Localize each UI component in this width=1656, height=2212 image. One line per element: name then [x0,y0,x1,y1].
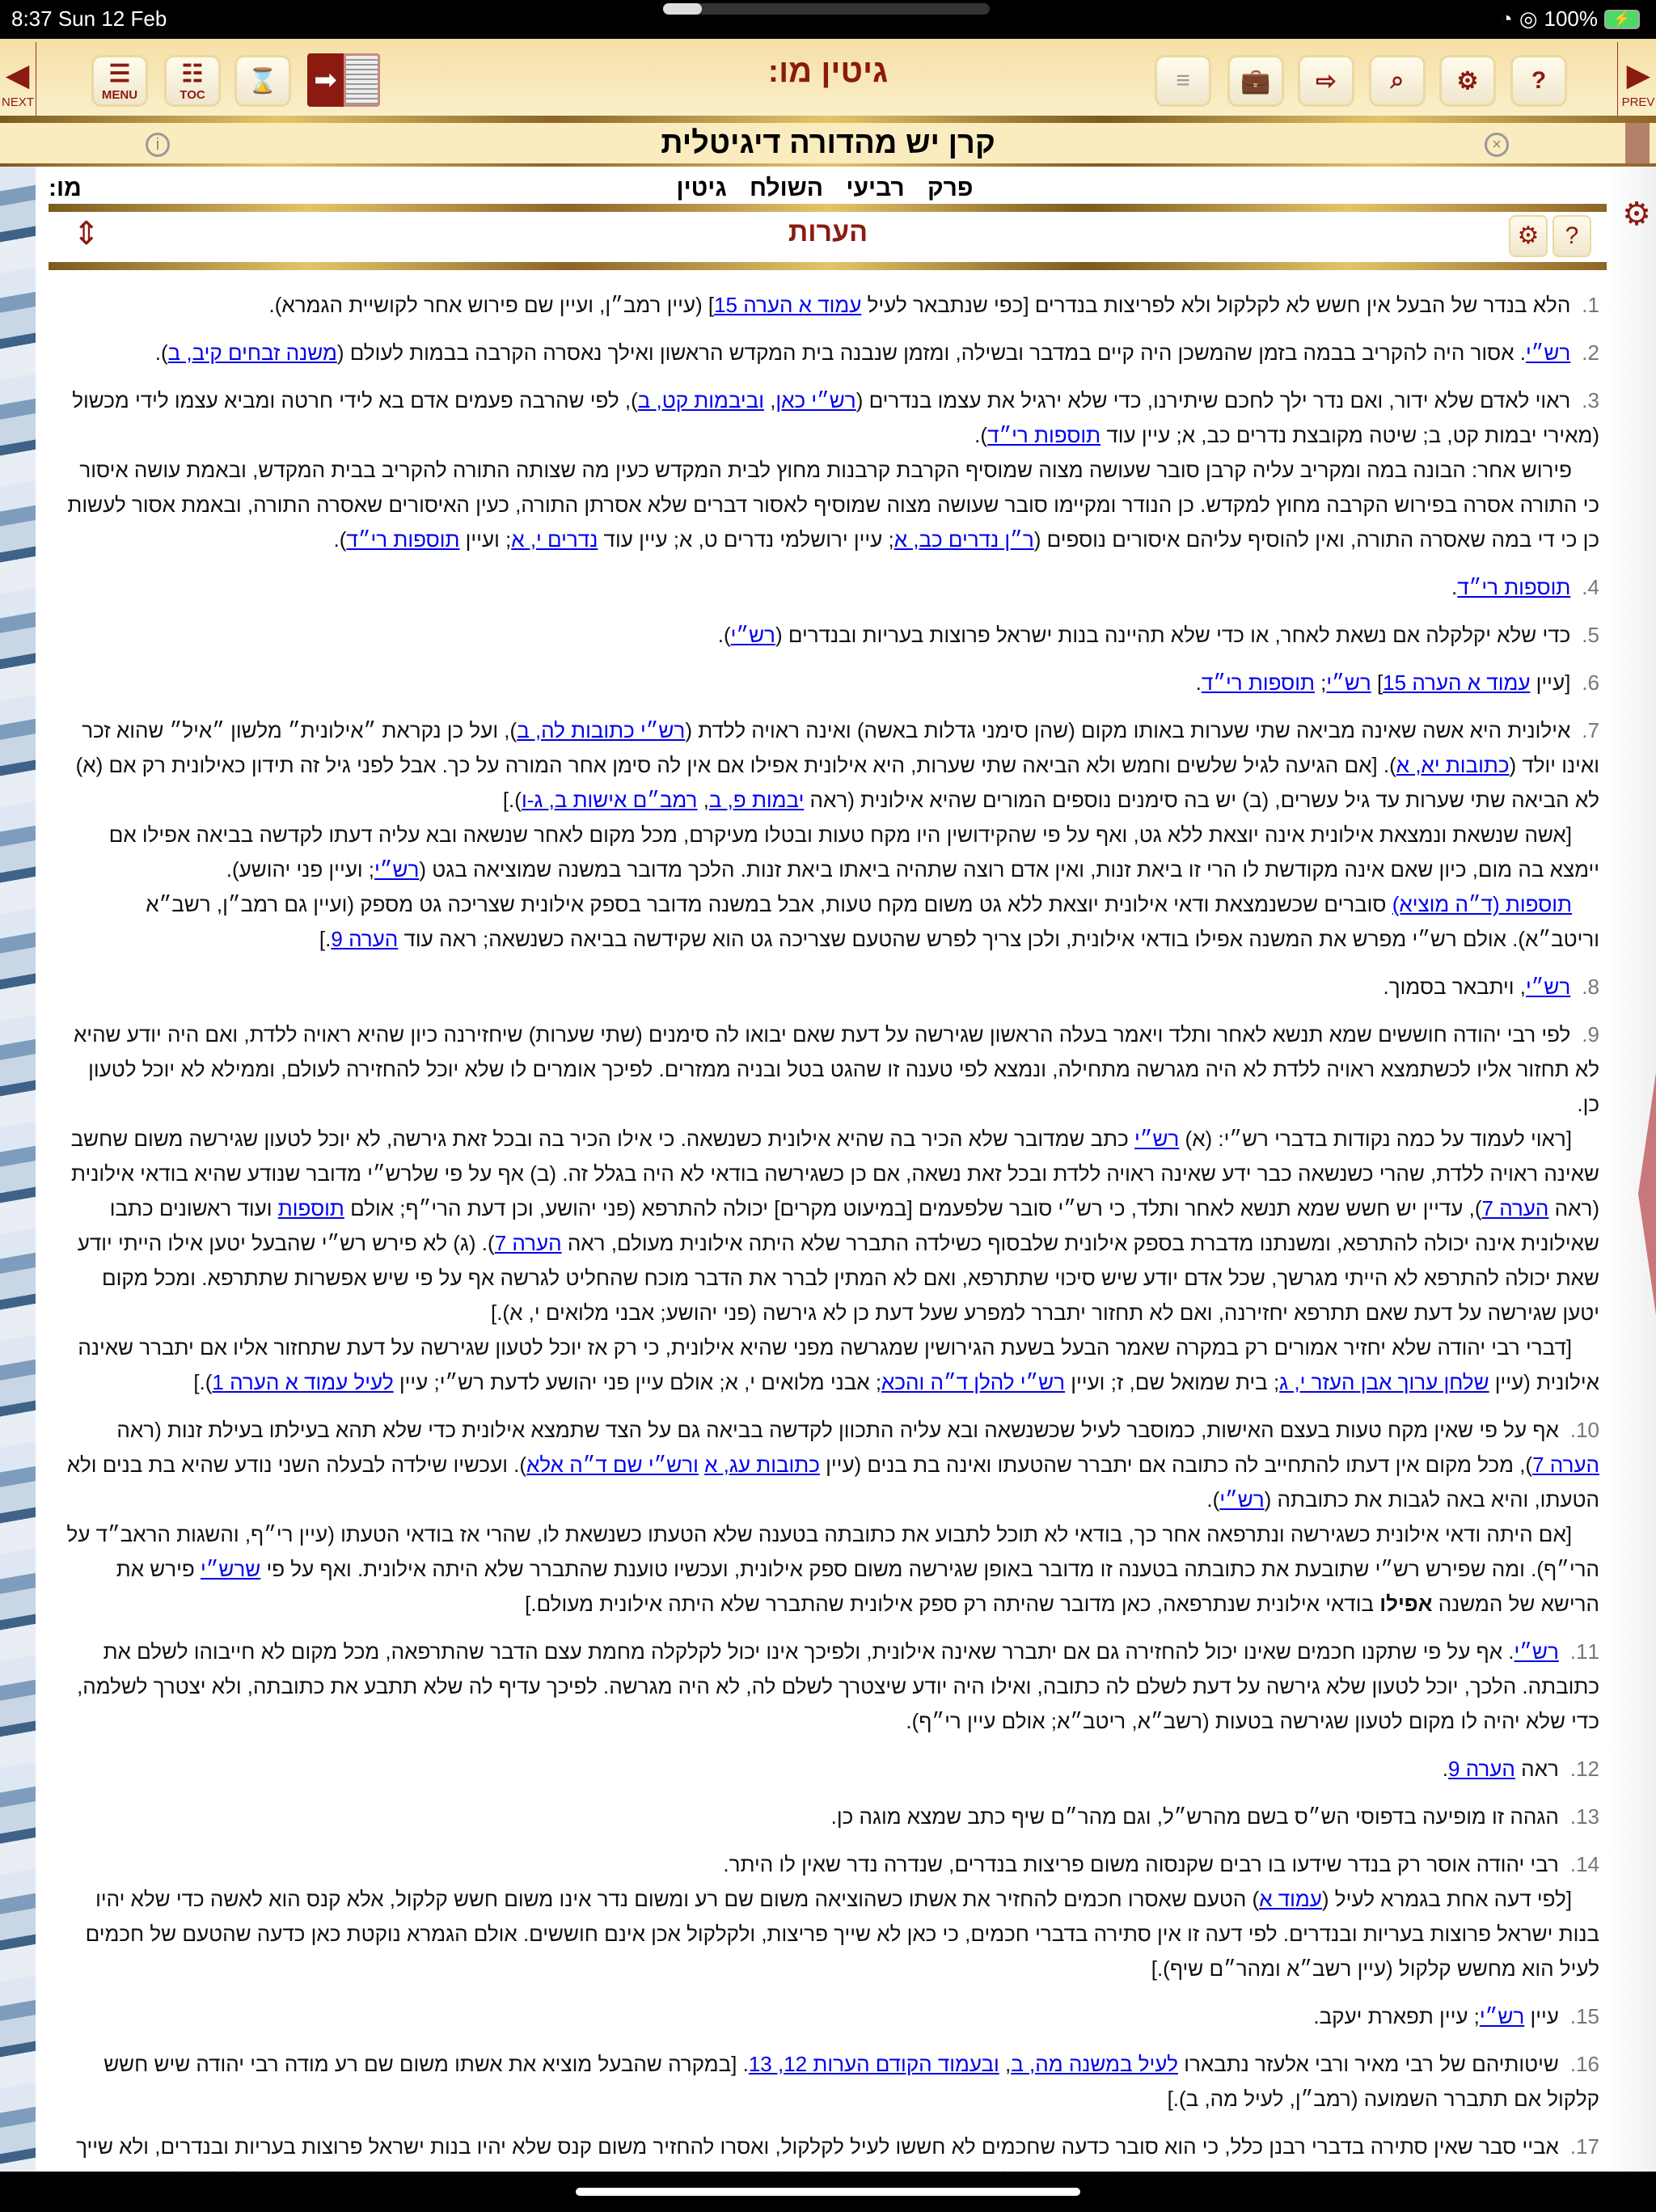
note-number: 7. [1582,718,1599,742]
notes-settings-button[interactable] [1509,215,1548,257]
text-lines-icon: ≡ [1176,67,1190,94]
note-text: ). (ג) לא פירש רש״י שהבעל יטען אילו הייתי יודע שאת יכולה להתרפא לא הייתי מגרשך, שכל אדם יודע שיש סיכוי שתתרפא, ואם לא המתין לברר את הדבר מוכח שהחליט לגרשה אף על פי שיש אפשרות שתתרפא. ומכל מקום יטען שגירשה על דעת שאם תתרפא יחזירנה, ואם לא תחזור יתברר למפרע שעל דעת כן לא גירשה (פני יהושע; אבני מלואים י, א).] [77,1231,1599,1325]
home-indicator[interactable] [576,2188,1080,2196]
note-number: 2. [1582,340,1599,365]
note-text: , ויתבאר בסמוך. [1383,975,1526,999]
multitask-indicator[interactable] [663,3,990,15]
reference-link[interactable]: ורש״י שם ד״ה אלא [526,1453,699,1477]
reference-link[interactable]: תוספות (ד״ה מוציא) [1392,892,1572,916]
note-number: 6. [1582,670,1599,695]
note-text: ; [1314,670,1327,695]
chapter-name: פרק רביעי [846,175,974,201]
reference-link[interactable]: רש״י [1514,1639,1559,1664]
note-text: ). [717,623,731,647]
time: 8:37 [11,6,53,31]
note-number: 16. [1569,2052,1599,2076]
note-text: . [במקרה שהבעל מוציא את אשתו משום שם רע מודה רבי יהודה שיש חשש קלקול אם תתברר השמועה (רמב״ן, לעיל מה, ב).] [104,2052,1599,2111]
note-text: [עיין [1530,670,1571,695]
gear-icon[interactable]: ⚙ [1622,197,1651,232]
reference-link[interactable]: משנה זבחים קיב, ב [167,340,337,365]
reference-link[interactable]: עמוד א הערה 15 [714,293,862,317]
reference-link[interactable]: וביבמות קט, ב [637,388,764,412]
note-item [63,2047,1599,2117]
briefcase-button[interactable] [1227,55,1284,107]
note-paragraph [63,818,1599,887]
tractate-name: גיטין [676,175,727,201]
note-text: ראה [1514,1757,1559,1781]
note-text: ; עיין תפארת יעקב. [1313,2004,1480,2028]
note-item [63,618,1599,653]
arrow-right-icon: ▶ [1627,58,1650,91]
note-text: ). ועכשיו שילדה לבעלה השני נודע שהיא בת בנים ולא הטעתו, והיא באה לגבות את כתובתה ( [66,1453,1599,1512]
note-number: 15. [1569,2004,1599,2028]
note-text: ] [1371,670,1384,695]
note-paragraph [63,1330,1599,1400]
document-title: גיטין מו: [767,53,889,89]
note-text: ). [1206,1487,1220,1512]
next-button[interactable] [0,55,36,109]
reference-link[interactable]: ובעמוד הקודם הערות 12, 13 [748,2052,999,2076]
status-bar [0,0,1656,39]
reference-link[interactable]: רש״י [1219,1487,1265,1512]
note-paragraph [63,970,1599,1004]
reference-link[interactable]: רש״י [1525,975,1571,999]
note-paragraph [63,1882,1599,1986]
note-item [63,1999,1599,2034]
note-item [63,1017,1599,1400]
toc-button[interactable] [164,55,221,107]
note-text: . [1195,670,1202,695]
search-icon: ⌕ [1390,67,1405,94]
note-paragraph [63,383,1599,453]
orientation-lock-icon: ◎ [1519,6,1538,31]
goto-button[interactable] [1298,55,1354,107]
reference-link[interactable]: הערה 7 [494,1231,562,1255]
note-text: ) הטעם שאסרו חכמים להחזיר את אשתו כשהוציאה משום שם רע ומשום נדר אינו משום חשש קלקול, אלא קנס הוא לאשה כדי שלא יהיו בנות ישראל פרוצות בעריות ובנדרים. לפי דעה זו אין סתירה בדברי חכמים, כי כאן לא שייך פריצות, ולקלקול אכן אינם חוששים. אולם הגמרא נוקטת כאן כדעה שהטעם של חכמים לעיל הוא מחשש קלקול (עיין רשב״א ומהר״ם שיף).] [85,1887,1599,1981]
note-item [63,383,1599,557]
note-text: ), ועל כן נקראת ״אילונית״ מלשון ״איל״ שהוא זכר ואינו יולד ( [82,718,1599,777]
briefcase-icon: 💼 [1240,67,1271,95]
note-number: 13. [1569,1804,1599,1829]
note-item [63,666,1599,700]
note-number: 10. [1569,1418,1599,1442]
reference-link[interactable]: תוספות רי״ד [1201,670,1315,695]
note-paragraph [63,1517,1599,1622]
chapter-header [663,175,986,202]
gear-icon: ⚙ [1517,222,1540,249]
note-item [63,1847,1599,1986]
battery-percent: 100% [1544,6,1598,31]
note-number: 17. [1569,2134,1599,2159]
note-number: 5. [1582,623,1599,647]
next-label: NEXT [1,95,34,109]
note-text: , [697,788,709,812]
note-text: סוברים שכשנמצאת ודאי אילונית יוצאת ללא גט משום מקח טעות, אבל במשנה מדובר בספק אילונית שצריכה גט מספק (ועיין גם רמב״ן, רשב״א וריטב״א). אולם רש״י מפרש את המשנה אפילו בודאי אילונית, ולכן צריך לפרש שהטעם שצריכה גט הוא שקידשה בביאה כשנשאה; ראה עוד [146,892,1599,951]
reference-link[interactable]: רש״י להלן ד״ה והכא [881,1370,1066,1394]
note-text: פירש את הרישא של המשנה [116,1557,1599,1616]
chapter-title: השולח [750,175,824,201]
reference-link[interactable]: תוספות רי״ד [987,423,1101,447]
note-text: ), עדיין יש חשש שמא תנשא לאחר ותלד, כי רש״י סובר שלפעמים [במיעוט מקרים] יכולה להתרפא (פני יהושע, וכן דעת הרי״ף; אולם [344,1196,1482,1220]
battery-charging-icon: ⚡ [1604,10,1640,29]
reference-link[interactable]: עמוד א [1259,1887,1322,1911]
status-time [11,6,167,32]
scroll-strip [1607,167,1656,2172]
note-item [63,713,1599,957]
reference-link[interactable]: כתובות יא, א [1396,753,1510,777]
reference-link[interactable]: כתובות עג, א [704,1453,820,1477]
note-text: [ראוי לעמוד על כמה נקודות בדברי רש״י: (א) [1179,1127,1572,1151]
reference-link[interactable]: תוספות [277,1196,344,1220]
settings-button[interactable] [1439,55,1496,107]
note-number: 3. [1582,388,1599,412]
menu-label: MENU [101,88,138,102]
note-text: ; עיין ירושלמי נדרים ט, א; עיין עוד [598,527,894,552]
note-paragraph [63,570,1599,605]
home-indicator-bar [0,2172,1656,2210]
note-text: [אשה שנשאת ונמצאת אילונית אינה יוצאת ללא גט, ואף על פי שהקידושין היו מקח טעות ובטלו מעיקרם, מכל מקום לאחר שנשאה ובא עליה דעתו לקדשה בביאה אפילו אם יימצא בה מום, כיון שאם אינה מקודשת לו הרי זו ביאת זנות, ואין אדם רוצה שתהיה ביאתו ביאת זנות. הלכך מדובר במשנה שמוציאה בגט ( [108,823,1599,882]
book-view-button[interactable] [307,53,380,107]
note-item [63,288,1599,323]
note-text: ). [אם הגיעה לגיל שלשים וחמש ולא הביאה שתי שערות, היא אילונית אפילו אם אין לה סימן אחר המורה על כך. אבל לפני גיל זה תידון כאילונית רק אם (א) לא הביאה שתי שערות עד גיל עשרים, (ב) יש בה סימנים נוספים המורים שהיא אילונית (ראה [75,753,1599,812]
note-paragraph [63,887,1599,957]
note-paragraph [63,1635,1599,1739]
note-text: כדי שלא יקלקלה אם נשאת לאחר, או כדי שלא תהיינה בנות ישראל פרוצות בעריות ובנדרים ( [775,623,1571,647]
note-paragraph [63,1847,1599,1882]
bold-text: אפילו [1379,1592,1433,1616]
note-paragraph [63,713,1599,818]
note-text: רבי יהודה אוסר רק בנדר שידעו בו רבים שקנסוה משום פריצות בנדרים, שנדרה נדר שאין לו היתר. [723,1852,1559,1876]
reference-link[interactable]: רש״י [1134,1127,1180,1151]
note-paragraph [63,2047,1599,2117]
note-text: ] (עיין רמב״ן, ועיין שם פירוש אחר לקושיית הגמרא). [268,293,715,317]
note-text: שיטותיהם של רבי מאיר ורבי אלעזר נתבארו [1177,2052,1559,2076]
reference-link[interactable]: רש״י [1479,2004,1525,2028]
note-text: אביי סבר שאין סתירה בדברי רבנן כלל, כי הוא סובר כדעה שחכמים לא חששו לעיל לקלקול, ואסרו להחזיר משום קנס שלא יהיו בנות ישראל פרוצות בעריות ובנדרים, ולא שייך [76,2134,1559,2159]
note-text: , [763,388,776,412]
reference-link[interactable]: ר״ן נדרים כב, א [893,527,1034,552]
notes-title: הערות [788,217,868,247]
note-paragraph [63,1800,1599,1834]
reference-link[interactable]: רש״י [374,857,420,882]
note-text: ), לפי שהרבה פעמים אדם בא לידי חרטה ומביא עצמו לידי מכשול (מאירי יבמות קט, ב; שיטה מקובצת נדרים כב, א; עיין עוד [72,388,1599,447]
note-paragraph [63,1999,1599,2034]
note-item [63,1800,1599,1834]
note-text: ), מכל מקום אין דעתו להתחייב לה כתובה אם יתברר שהטעתו ואינה בת בנים (עיין [819,1453,1533,1477]
note-item [63,970,1599,1004]
note-text: ועוד ראשונים כתבו שאילונית אינה יכולה להתרפא, ומשנתנו מדברת בספק אילונית שלבסוף כשילדה התברר שלא היתה אילונית מעולם, ראה [109,1196,1599,1255]
note-item [63,1413,1599,1622]
reference-link[interactable]: נדרים י, א [511,527,598,552]
expand-collapse-icon[interactable]: ⇕ [73,216,100,252]
menu-icon: ☰ [108,61,131,87]
notes-list [63,288,1599,2212]
note-paragraph [63,1017,1599,1122]
note-text: . אף על פי שתקנו חכמים שאינו יכול להחזירה גם אם יתברר שאינה אילונית, ולפיכך אינו יכול לקלקלה מחמת עצם הדבר שהתרפאה, מכל מקום לא חייבוהו לשלם את כתובתה. הלכך, יוכל לטעון שלא גירשה על דעת לשלם לה כתובה, ואילו היה יודע שיצטרך לשלם לה, לא היה מגרשה. לפיכך עדיף לה שלא תתבע את כתובתה, ולא יצטרך לשלמה, כדי שלא יהיה לו מקום לטעון שגירשה בטעות (רשב״א, ריטב״א; אולם עיין רי״ף). [77,1639,1599,1733]
arrow-left-icon: ◀ [6,58,29,91]
help-button[interactable] [1510,55,1567,107]
note-text: ראוי לאדם שלא ידור, ואם נדר ילך לחכם שיתירנו, כדי שלא ירגיל את עצמו בנדרים ( [855,388,1571,412]
page [0,167,1656,2172]
note-text: ). [154,340,168,365]
note-item [63,1635,1599,1739]
reference-link[interactable]: שרש״י [200,1557,261,1581]
text-view-button[interactable] [1155,55,1211,107]
note-text: ). [333,527,347,552]
question-icon: ? [1531,67,1547,94]
note-paragraph [63,1413,1599,1517]
list-icon: ☷ [181,61,204,87]
bookmark-icon[interactable] [1625,123,1650,167]
reference-link[interactable]: יבמות פ, ב [708,788,805,812]
note-text: [לפי דעה אחת בגמרא לעיל ( [1321,1887,1572,1911]
reference-link[interactable]: רש״י [1326,670,1371,695]
reference-link[interactable]: לעיל במשנה מה, ב [1011,2052,1178,2076]
reference-link[interactable]: לעיל עמוד א הערה 1 [212,1370,394,1394]
daf-label: מו: [49,175,82,201]
note-text: [דברי רבי יהודה שלא יחזיר אמורים רק במקרה שאמר הבעל בשעת הגירושין שמגרשה מפני שהיא אילונית, כי רק אז יוכל לטעון שגירשה על דעת שתחזור אליו אם יתברר שאינה אילונית (עיין [78,1335,1599,1394]
edition-title: קרן יש מהדורה דיגיטלית [661,126,995,160]
note-text: אף על פי שאין מקח טעות בעצם האישות, כמוסבר לעיל שכשנשאה ובא עליה התכוון לקדשה בביאה גם על הצד שתמצא אילונית כדי שלא תהא בעילתו בעילת זנות (ראה [116,1418,1559,1442]
note-text: פירוש אחר: הבונה במה ומקריב עליה קרבן סובר שעושה מצוה שמוסיף הקרבת קרבנות מחוץ לבית המקדש כעין מה שצותה התורה להקריב בבית המקדש, ובאמת עושה איסור כי התורה אסרה בפירוש הקרבה מחוץ למקדש. כן הנודר ומקיימו סובר שעושה מצוה שמוסיף לאסור דברים שלא אסרתן התורה, כעין האיסורים שאסרה התורה, ובאמת אסור לעשות כן כי די במה שאסרה התורה, ואין להוסיף עליהם איסורים נוספים ( [67,458,1599,552]
reference-link[interactable]: רש״י [1525,340,1571,365]
note-text: ). [974,423,988,447]
reference-link[interactable]: תוספות רי״ד [1457,575,1571,599]
note-text: הגהה זו מופיעה בדפוסי הש״ס בשם מהרש״ל, וגם מהר״ם שיף כתב שמצא מוגה כן. [830,1804,1559,1829]
reference-link[interactable]: הערה 7 [1532,1453,1599,1477]
gear-icon: ⚙ [1456,67,1479,95]
note-number: 8. [1582,975,1599,999]
note-text: בודאי אילונית שנתרפאה, כאן מדובר שהיתה רק ספק אילונית שהתברר שלא היתה אילונית מעולם.] [525,1592,1380,1616]
notes-help-button[interactable] [1552,215,1591,257]
note-text: ; אבני מלואים י, א; אולם עיין פני יהושע לדעת רש״י; עיין [393,1370,882,1394]
toc-label: TOC [180,88,205,102]
note-text: . [1451,575,1458,599]
reference-link[interactable]: הערה 9 [331,927,399,951]
note-number: 14. [1569,1852,1599,1876]
note-text: הלא בנדר של הבעל אין חשש לא לקלקול ולא לפריצות בנדרים [כפי שנתבאר לעיל [861,293,1571,317]
menu-button[interactable] [91,55,148,107]
note-number: 11. [1569,1639,1599,1664]
note-text: . אסור היה להקריב בבמה בזמן שהמשכן היה קיים במדבר ובשילה, ומזמן שנבנה בית המקדש הראשון ואילך נאסרה הקרבה בבמות לעולם ( [336,340,1526,365]
close-icon[interactable]: × [1485,133,1509,157]
note-item [63,1752,1599,1787]
reference-link[interactable]: הערה 9 [1448,1757,1515,1781]
reference-link[interactable]: רש״י כאן [775,388,856,412]
note-text: ).] [502,788,522,812]
date: Sun 12 Feb [57,6,167,31]
note-text: אילונית היא אשה שאינה מביאה שתי שערות באותו מקום (שהן סימני גדלות באשה) ואינה ראויה ללדת ( [685,718,1571,742]
note-text: . [1442,1757,1449,1781]
reference-link[interactable]: הערה 7 [1481,1196,1549,1220]
note-text: ; ועיין פני יהושע). [226,857,375,882]
note-text: כתב שמדובר שלא הכיר בה שהיא אילונית כשנשאה. כי אילו הכיר בה ובכל זאת גירשה, לא יוכל לטעון שגירשה משום שחשב שאינה ראויה ללדת, שהרי כשנשאה כבר ידע שאינה ראויה ללדת ובכל זאת נשאה, אם כן כשגירשה בודאי לא היה בגלל זה. (ב) אף על פי שלרש״י מדובר שנודע שהיא בודאי אילונית (ראה [70,1127,1599,1220]
note-paragraph [63,666,1599,700]
title-bar [0,123,1656,167]
note-text: עיין [1524,2004,1559,2028]
note-text: .] [319,927,332,951]
note-paragraph [63,336,1599,370]
note-number: 12. [1569,1757,1599,1781]
arrow-right-icon: ⇨ [1316,67,1337,95]
page-next-arrow[interactable] [1638,1072,1656,1315]
note-text: [אם היתה ודאי אילונית כשגירשה ונתרפאה אחר כך, בודאי לא תוכל לתבוע את כתובתה בטענה שלא הטעתו כשנשאת לו, שהרי אז בודאי הטעתו (עיין רי״ף, והשגות הראב״ד על הרי״ף). ומה שפירש רש״י שתובעת את כתובתה בטענה זו מדובר באופן שגירשה משום ספק אילונית, ועכשיו טוענת שהתברר שלא היתה אילונית. ואף על פי [66,1522,1599,1581]
search-button[interactable] [1369,55,1426,107]
note-item [63,336,1599,370]
note-text: ; בית שמואל שם, ז; ועיין [1065,1370,1280,1394]
note-paragraph [63,453,1599,557]
reference-link[interactable]: עמוד א הערה 15 [1383,670,1531,695]
reference-link[interactable]: רמב״ם אישות ב, ג-ו [521,788,698,812]
note-number: 9. [1582,1022,1599,1047]
hourglass-icon: ⌛ [247,67,278,95]
status-icons [1500,6,1640,32]
note-number: 1. [1582,293,1599,317]
decorative-border [0,167,36,2172]
note-text: ).] [193,1370,213,1394]
note-paragraph [63,1752,1599,1787]
toolbar [0,39,1656,120]
reference-link[interactable]: רש״י כתובות לה, ב [517,718,686,742]
note-paragraph [63,1122,1599,1330]
history-button[interactable] [234,55,291,107]
note-paragraph [63,618,1599,653]
note-text: , [999,2052,1012,2076]
book-icon: ➡ [307,53,344,107]
prev-label: PREV [1621,95,1655,109]
reference-link[interactable]: שלחן ערוך אבן העזר י, ג [1279,1370,1489,1394]
question-icon: ? [1565,222,1579,249]
prev-button[interactable] [1620,55,1656,109]
note-item [63,570,1599,605]
note-text: ; ועיין [459,527,512,552]
wifi-icon: ◔ [1500,6,1513,31]
reference-link[interactable]: רש״י [730,623,775,647]
note-text: לפי רבי יהודה חוששים שמא תנשא לאחר ותלד ויאמר בעלה הראשון שגירשה על דעת שאם יבואו לה סימנים (שתי שערות) שיחזירנה כיון שהיא ראויה ללדת, ואם היה יודע שהיא לא תחזור אליו לכשתמצא ראויה ללדת לא היה מגרשה מתחילה, ונמצא לפי טענה זו שהגט בטל ובניה ממזרים. לפיכך אומרים לו שלא יוכל להחזירה לעולם, וממילא לא יוכל לטעון כן. [73,1022,1599,1116]
note-number: 4. [1582,575,1599,599]
note-paragraph [63,288,1599,323]
reference-link[interactable]: תוספות רי״ד [346,527,460,552]
info-icon[interactable]: i [146,133,170,157]
